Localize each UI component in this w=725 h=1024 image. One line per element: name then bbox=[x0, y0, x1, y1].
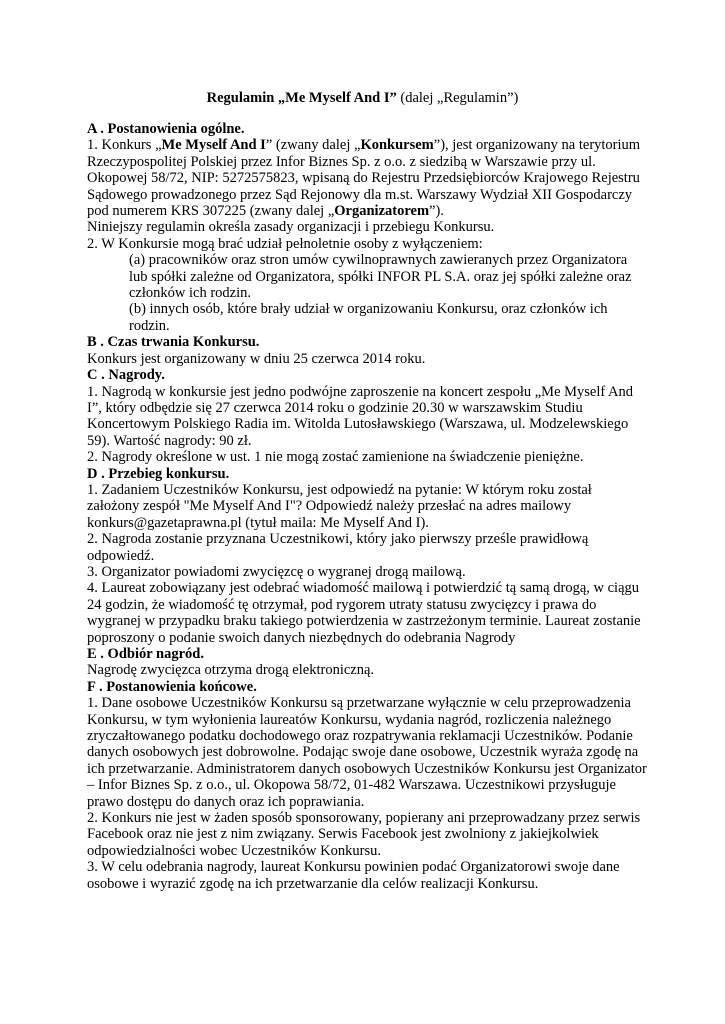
section-d-paragraph-2: 2. Nagroda zostanie przyznana Uczestnikowi, który jako pierwszy prześle prawidłową odpowiedź. bbox=[87, 531, 589, 564]
section-f-heading: F . Postanowienia końcowe. bbox=[87, 678, 257, 695]
text-run: 1. Konkurs „ bbox=[87, 137, 162, 154]
document-body bbox=[87, 121, 647, 892]
section-d-paragraph-3: 3. Organizator powiadomi zwycięzcę o wygranej drogą mailową. bbox=[87, 563, 466, 580]
document-title bbox=[0, 90, 725, 106]
bold-run: Konkursem bbox=[360, 137, 434, 154]
section-a-paragraph-2: 2. W Konkursie mogą brać udział pełnoletnie osoby z wyłączeniem: bbox=[87, 235, 483, 252]
section-a-item-a: (a) pracowników oraz stron umów cywilnoprawnych zawieranych przez Organizatora lub spółki zależne od Organizatora, spółki INFOR PL S.A. oraz jej spółki zależne oraz członków ich rodzin. bbox=[129, 252, 632, 302]
text-run: ” (zwany dalej „ bbox=[265, 137, 361, 154]
section-a-heading: A . Postanowienia ogólne. bbox=[87, 121, 245, 137]
title-rest: (dalej „Regulamin”) bbox=[396, 90, 519, 106]
text-run: ”). bbox=[429, 203, 444, 220]
section-a-item-b: (b) innych osób, które brały udział w organizowaniu Konkursu, oraz członków ich rodzin. bbox=[129, 301, 608, 334]
section-e-paragraph-1: Nagrodę zwycięzca otrzyma drogą elektroniczną. bbox=[87, 662, 375, 679]
section-f-paragraph-1: 1. Dane osobowe Uczestników Konkursu są przetwarzane wyłącznie w celu przeprowadzenia Konkursu, w tym wyłonienia laureatów Konkursu, wydania nagród, rozliczenia należnego zryczałtowanego podatku dochodowego oraz rozpatrywania reklamacji Uczestników. Podanie danych osobowych jest dobrowolne. Podając swoje dane osobowe, Uczestnik wyraża zgodę na ich przetwarzanie. Administratorem danych osobowych Uczestników Konkursu jest Organizator – Infor Biznes Sp. z o.o., ul. Okopowa 58/72, 01-482 Warszawa. Uczestnikowi przysługuje prawo dostępu do danych oraz ich poprawiania. bbox=[87, 695, 647, 810]
section-f-paragraph-3: 3. W celu odebrania nagrody, laureat Konkursu powinien podać Organizatorowi swoje dane osobowe i wyrazić zgodę na ich przetwarzanie dla celów realizacji Konkursu. bbox=[87, 859, 620, 892]
section-b-paragraph-1: Konkurs jest organizowany w dniu 25 czerwca 2014 roku. bbox=[87, 350, 426, 367]
section-a-paragraph-1b: Niniejszy regulamin określa zasady organizacji i przebiegu Konkursu. bbox=[87, 219, 495, 236]
section-d-paragraph-1: 1. Zadaniem Uczestników Konkursu, jest odpowiedź na pytanie: W którym roku został założony zespół "Me Myself And I"? Odpowiedź należy przesłać na adres mailowy konkurs@gazetaprawna.pl (tytuł maila: Me Myself And I). bbox=[87, 481, 592, 531]
section-f-paragraph-2: 2. Konkurs nie jest w żaden sposób sponsorowany, popierany ani przeprowadzany przez serwis Facebook oraz nie jest z nim związany. Serwis Facebook jest zwolniony z jakiejkolwiek odpowiedzialności wobec Uczestników Konkursu. bbox=[87, 810, 641, 859]
section-d-heading: D . Przebieg konkursu. bbox=[87, 465, 230, 482]
section-b-heading: B . Czas trwania Konkursu. bbox=[87, 334, 260, 351]
section-d-paragraph-4: 4. Laureat zobowiązany jest odebrać wiadomość mailową i potwierdzić tą samą drogą, w ciągu 24 godzin, że wiadomość tę otrzymał, pod rygorem utraty statusu zwycięzcy i prawa do wygranej w przypadku braku takiego potwierdzenia w zastrzeżonym terminie. Laureat zostanie poproszony o podanie swoich danych niezbędnych do odebrania Nagrody bbox=[87, 580, 641, 646]
section-e-heading: E . Odbiór nagród. bbox=[87, 646, 204, 662]
section-c-heading: C . Nagrody. bbox=[87, 367, 165, 384]
section-c-paragraph-2: 2. Nagrody określone w ust. 1 nie mogą zostać zamienione na świadczenie pieniężne. bbox=[87, 449, 584, 466]
title-bold: Regulamin „Me Myself And I” bbox=[206, 90, 397, 106]
section-c-paragraph-1: 1. Nagrodą w konkursie jest jedno podwójne zaproszenie na koncert zespołu „Me Myself And I”, który odbędzie się 27 czerwca 2014 roku o godzinie 20.30 w warszawskim Studiu Koncertowym Polskiego Radia im. Witolda Lutosławskiego (Warszawa, ul. Modzelewskiego 59). Wartość nagrody: 90 zł. bbox=[87, 383, 634, 449]
bold-run: Organizatorem bbox=[334, 203, 430, 220]
text-run: ”), jest organizowany na terytorium Rzeczypospolitej Polskiej przez Infor Biznes Sp. z o.o. z siedzibą w Warszawie przy ul. Okopowej 58/72, NIP: 5272575823, wpisaną do Rejestru Przedsiębiorców Krajowego Rejestru Sądowego prowadzonego przez Sąd Rejonowy dla m.st. Warszawy Wydział XII Gospodarczy pod numerem KRS 307225 (zwany dalej „ bbox=[87, 137, 641, 220]
section-a-paragraph-1 bbox=[87, 137, 647, 219]
bold-run: Me Myself And I bbox=[161, 137, 266, 154]
